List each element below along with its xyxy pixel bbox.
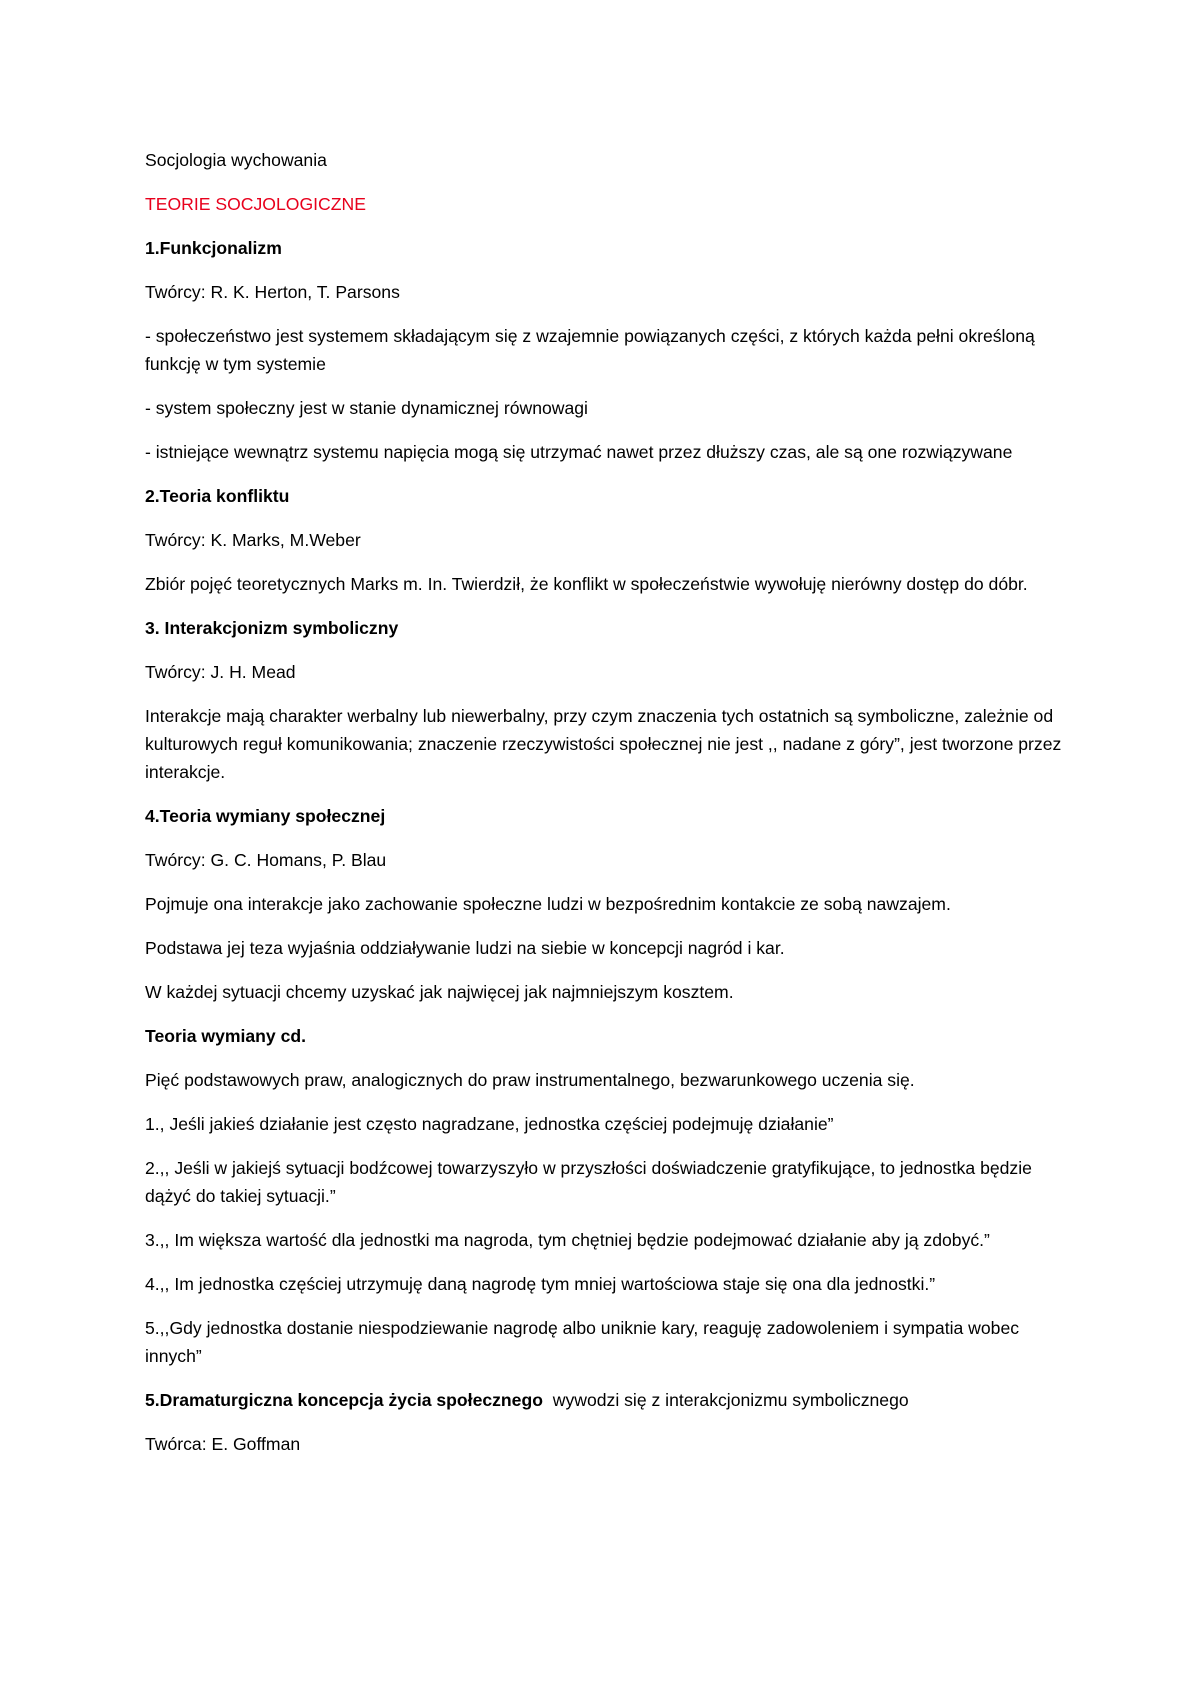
section-heading: TEORIE SOCJOLOGICZNE — [145, 194, 366, 214]
heading-teoria-wymiany: 4.Teoria wymiany społecznej — [145, 806, 386, 826]
law-item: 1., Jeśli jakieś działanie jest często nagradzane, jednostka częściej podejmuję działanie” — [145, 1114, 834, 1134]
paragraph: Twórcy: J. H. Mead — [145, 662, 296, 682]
law-item: 3.,, Im większa wartość dla jednostki ma nagroda, tym chętniej będzie podejmować działanie aby ją zdobyć.” — [145, 1230, 990, 1250]
paragraph: - społeczeństwo jest systemem składającym się z wzajemnie powiązanych części, z których każda pełni określoną funkcję w tym systemie — [145, 326, 1035, 374]
law-item: 2.,, Jeśli w jakiejś sytuacji bodźcowej towarzyszyło w przyszłości doświadczenie gratyfikujące, to jednostka będzie dążyć do takiej sytuacji.” — [145, 1158, 1032, 1206]
paragraph: Pojmuje ona interakcje jako zachowanie społeczne ludzi w bezpośrednim kontakcie ze sobą nawzajem. — [145, 894, 951, 914]
heading-teoria-wymiany-cd: Teoria wymiany cd. — [145, 1026, 307, 1046]
heading-funkcjonalizm: 1.Funkcjonalizm — [145, 238, 282, 258]
paragraph: Podstawa jej teza wyjaśnia oddziaływanie ludzi na siebie w koncepcji nagród i kar. — [145, 938, 785, 958]
heading-dramaturgiczna — [145, 1386, 1075, 1414]
law-item: 4.,, Im jednostka częściej utrzymuję daną nagrodę tym mniej wartościowa staje się ona dla jednostki.” — [145, 1274, 936, 1294]
heading-dramaturgiczna-rest: wywodzi się z interakcjonizmu symbolicznego — [542, 1390, 909, 1410]
law-item: 5.,,Gdy jednostka dostanie niespodziewanie nagrodę albo uniknie kary, reaguję zadowoleniem i sympatia wobec innych” — [145, 1318, 1020, 1366]
heading-teoria-konfliktu: 2.Teoria konfliktu — [145, 486, 290, 506]
paragraph: W każdej sytuacji chcemy uzyskać jak najwięcej jak najmniejszym kosztem. — [145, 982, 734, 1002]
paragraph: Pięć podstawowych praw, analogicznych do praw instrumentalnego, bezwarunkowego uczenia się. — [145, 1070, 915, 1090]
paragraph: Twórcy: R. K. Herton, T. Parsons — [145, 282, 400, 302]
paragraph: - system społeczny jest w stanie dynamicznej równowagi — [145, 398, 588, 418]
heading-interakcjonizm: 3. Interakcjonizm symboliczny — [145, 618, 399, 638]
paragraph: Twórcy: K. Marks, M.Weber — [145, 530, 361, 550]
paragraph: - istniejące wewnątrz systemu napięcia mogą się utrzymać nawet przez dłuższy czas, ale są one rozwiązywane — [145, 442, 1013, 462]
paragraph: Zbiór pojęć teoretycznych Marks m. In. Twierdził, że konflikt w społeczeństwie wywołuję nierówny dostęp do dóbr. — [145, 574, 1028, 594]
heading-dramaturgiczna-bold: 5.Dramaturgiczna koncepcja życia społecznego — [145, 1390, 543, 1410]
document-body — [145, 146, 1075, 1474]
paragraph: Twórca: E. Goffman — [145, 1434, 301, 1454]
paragraph: Twórcy: G. C. Homans, P. Blau — [145, 850, 387, 870]
document-title: Socjologia wychowania — [145, 150, 327, 170]
paragraph: Interakcje mają charakter werbalny lub niewerbalny, przy czym znaczenia tych ostatnich są symboliczne, zależnie od kulturowych reguł komunikowania; znaczenie rzeczywistości społecznej nie jest ,, nadane z góry”, jest tworzone przez interakcje. — [145, 706, 1062, 782]
